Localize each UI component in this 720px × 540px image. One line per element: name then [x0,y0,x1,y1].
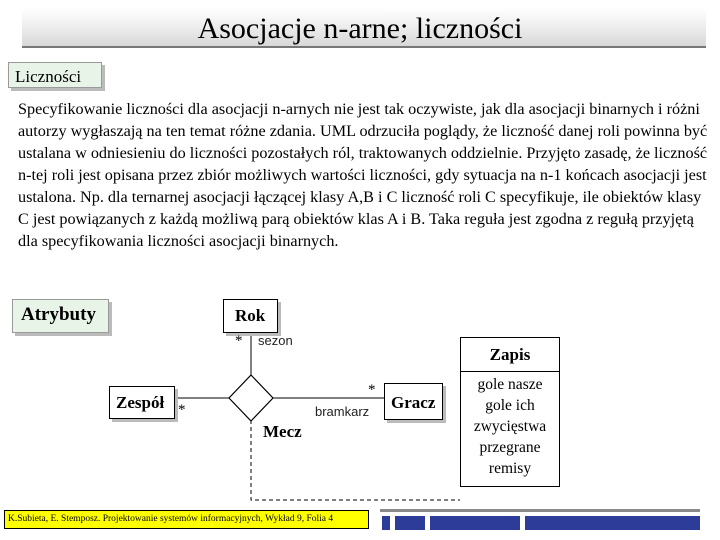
zapis-attribute: remisy [488,460,532,477]
zapis-attribute: zwycięstwa [473,418,547,435]
association-diamond [229,375,273,421]
class-rok: Rok [223,299,278,333]
footer-bar-2 [395,516,425,530]
slide-title: Asocjacje n-arne; liczności [197,12,523,45]
section-label-atrybuty: Atrybuty [12,299,109,333]
footer-bar-3 [430,516,520,530]
association-name-mecz: Mecz [263,422,302,441]
zapis-attribute: gole nasze [477,376,543,393]
footer-citation: K.Subieta, E. Stemposz. Projektowanie systemów informacyjnych, Wykład 9, Folia 4 [4,510,369,529]
body-paragraph: Specyfikowanie liczności dla asocjacji n-arnych nie jest tak oczywiste, jak dla asocjacji binarnych i różni autorzy wygłaszają na ten temat różne zdania. UML odrzuciła poglądy, że liczność danej roli powinna być ustalana w odniesieniu do liczności pozostałych ról, traktowanych oddzielnie. Przyjęto zasadę, że liczność n-tej roli jest opisana przez zbiór możliwych wartości liczności, gdy sytuacja na n-1 końcach asocjacji jest ustalona. Np. dla ternarnej asocjacji łączącej klasy A,B i C liczność roli C specyfikuje, ile obiektów klasy C jest powiązanych z każdą możliwą parą obiektów klas A i B. Taka reguła jest zgodna z regułą przyjętą dla specyfikowania liczności asocjacji binarnych. [18,100,708,250]
role-sezon: sezon [258,333,293,348]
section-label-licznosci: Liczności [8,62,102,88]
footer-bar-4 [525,516,700,530]
role-bramkarz: bramkarz [315,404,370,419]
association-class-zapis [460,337,560,487]
zapis-attributes [461,374,559,479]
footer-bar-1 [382,516,390,530]
class-gracz: Gracz [384,383,443,420]
footer-divider [380,509,700,512]
zapis-attribute: przegrane [479,439,541,456]
multiplicity-zespol: * [178,402,186,418]
class-zespol: Zespół [109,386,175,419]
multiplicity-gracz: * [368,382,376,398]
zapis-title: Zapis [461,338,559,372]
multiplicity-rok: * [235,333,243,349]
zapis-attribute: gole ich [485,397,535,414]
